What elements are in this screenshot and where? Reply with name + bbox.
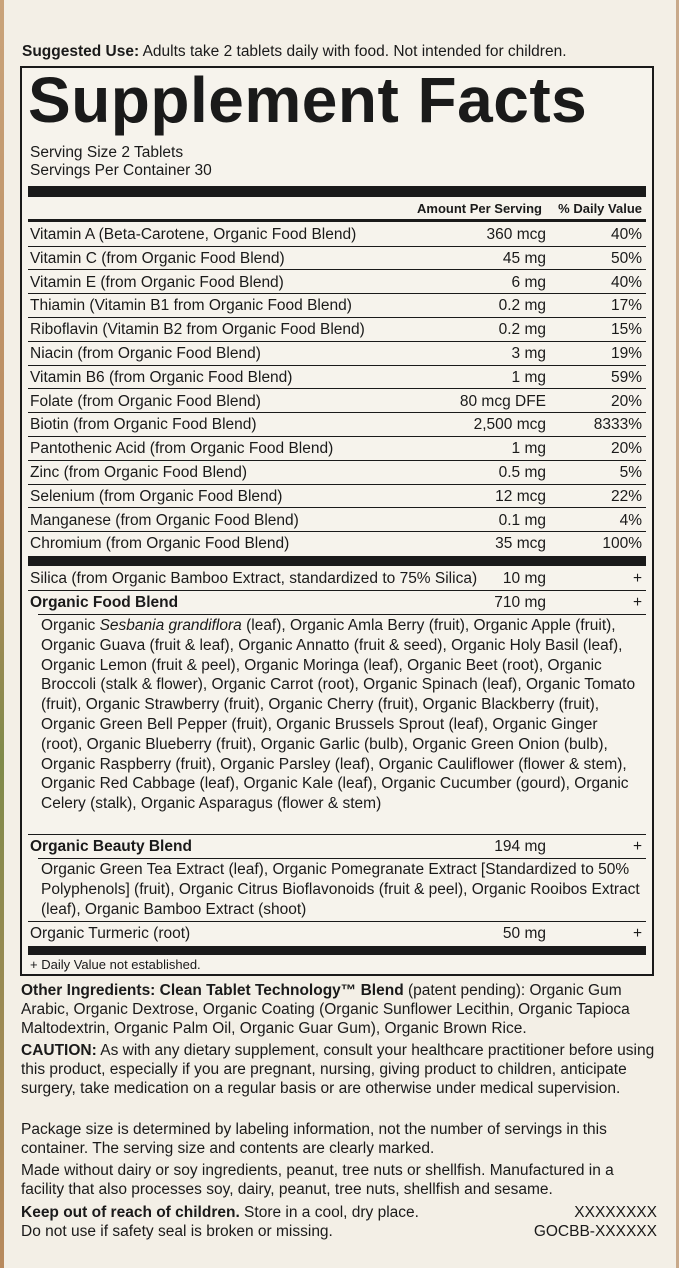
nutrient-amount: 0.2 mg	[498, 321, 546, 339]
nutrient-dv: 5%	[619, 464, 642, 481]
food-blend-italic: Sesbania grandiflora	[99, 617, 242, 634]
thick-rule-bottom	[28, 946, 646, 955]
nutrient-row	[28, 390, 646, 414]
label-left-edge	[0, 0, 4, 1268]
serving-size: Serving Size 2 Tablets	[30, 144, 184, 161]
nutrient-name: Biotin (from Organic Food Blend)	[30, 416, 257, 434]
food-blend-ingredients	[41, 616, 642, 814]
nutrient-name: Niacin (from Organic Food Blend)	[30, 345, 261, 362]
nutrient-name: Selenium (from Organic Food Blend)	[30, 487, 283, 505]
nutrient-dv: 20%	[610, 392, 642, 410]
blend-dv: +	[632, 594, 642, 611]
nutrient-dv: 4%	[619, 511, 642, 529]
storage-line2: Do not use if safety seal is broken or missing.	[21, 1223, 333, 1240]
nutrient-name: Vitamin B6 (from Organic Food Blend)	[30, 368, 293, 386]
nutrient-row	[28, 342, 646, 366]
nutrient-amount: 0.2 mg	[498, 297, 546, 315]
blend-amount: 194 mg	[494, 838, 546, 855]
nutrient-amount: 35 mcg	[495, 535, 546, 553]
nutrient-row	[28, 532, 646, 556]
silica-row	[28, 567, 646, 591]
nutrient-name: Thiamin (Vitamin B1 from Organic Food Blend)	[30, 297, 352, 315]
other-ingredients-label: Other Ingredients: Clean Tablet Technology™ Blend	[21, 982, 404, 999]
nutrient-name: Riboflavin (Vitamin B2 from Organic Food Blend)	[30, 321, 365, 339]
nutrient-dv: 100%	[602, 535, 642, 553]
storage-label: Keep out of reach of children.	[21, 1204, 240, 1221]
nutrient-name: Vitamin E (from Organic Food Blend)	[30, 273, 284, 291]
nutrient-amount: 360 mcg	[486, 226, 546, 243]
lot-codes	[534, 1203, 657, 1241]
nutrient-amount: 1 mg	[511, 440, 546, 458]
servings-per-container: Servings Per Container 30	[30, 162, 212, 179]
nutrient-dv: 50%	[610, 249, 642, 267]
nutrient-amount: 12 mcg	[495, 487, 546, 505]
nutrient-row	[28, 294, 646, 318]
header-daily-value: % Daily Value	[558, 201, 642, 216]
nutrient-name: Vitamin A (Beta-Carotene, Organic Food Blend)	[30, 226, 357, 243]
nutrient-dv: 15%	[610, 321, 642, 339]
nutrient-dv: +	[632, 570, 642, 587]
nutrient-amount: 6 mg	[511, 273, 546, 291]
package-note: Package size is determined by labeling information, not the number of servings in this container. The serving size and contents are clearly marked.	[21, 1121, 607, 1157]
nutrient-row	[28, 271, 646, 295]
nutrient-name: Zinc (from Organic Food Blend)	[30, 464, 248, 481]
nutrient-name: Manganese (from Organic Food Blend)	[30, 511, 299, 529]
nutrient-name: Folate (from Organic Food Blend)	[30, 392, 261, 410]
nutrient-dv: 20%	[610, 440, 642, 458]
nutrient-row	[28, 247, 646, 271]
beauty-blend-rule	[38, 858, 646, 859]
nutrient-dv: 40%	[610, 226, 642, 243]
nutrient-dv: 17%	[610, 297, 642, 315]
nutrient-amount: 1 mg	[511, 368, 546, 386]
nutrient-amount: 0.5 mg	[498, 464, 546, 481]
nutrient-row	[28, 413, 646, 437]
daily-value-footnote: + Daily Value not established.	[30, 957, 201, 972]
nutrient-amount: 50 mg	[502, 925, 546, 942]
nutrient-row	[28, 461, 646, 485]
nutrient-row	[28, 366, 646, 390]
blend-name: Organic Food Blend	[30, 594, 179, 611]
nutrient-dv: +	[632, 925, 642, 942]
nutrient-row	[28, 437, 646, 461]
other-ingredients-text: (patent pending): Organic Gum Arabic, Organic Dextrose, Organic Coating (Organic Sunflower Lecithin, Organic Tapioca Maltodextrin, Organic Palm Oil, Organic Guar Gum), Organic Brown Rice.	[21, 982, 630, 1037]
storage-warning	[21, 1203, 529, 1241]
nutrient-amount: 10 mg	[502, 570, 546, 587]
storage-line1: Store in a cool, dry place.	[239, 1204, 419, 1221]
nutrient-amount: 2,500 mcg	[473, 416, 546, 434]
nutrient-name: Chromium (from Organic Food Blend)	[30, 535, 290, 553]
thick-rule-top	[28, 186, 646, 197]
nutrient-amount: 3 mg	[511, 345, 546, 362]
blend-dv: +	[632, 838, 642, 855]
caution-label: CAUTION:	[21, 1042, 97, 1059]
lot-code: XXXXXXXX	[574, 1204, 657, 1221]
nutrient-row	[28, 318, 646, 342]
blend-name: Organic Beauty Blend	[30, 838, 192, 855]
beauty-blend-row	[28, 835, 646, 859]
suggested-use	[22, 43, 567, 61]
nutrient-amount: 0.1 mg	[498, 511, 546, 529]
caution	[21, 1041, 657, 1098]
nutrient-name: Silica (from Organic Bamboo Extract, standardized to 75% Silica)	[30, 570, 478, 587]
nutrient-dv: 40%	[610, 273, 642, 291]
facts-title: Supplement Facts	[28, 64, 588, 136]
nutrient-row	[28, 485, 646, 509]
thick-rule-middle	[28, 556, 646, 566]
supplement-facts-panel	[20, 66, 654, 976]
suggested-use-text: Adults take 2 tablets daily with food. Not intended for children.	[139, 43, 567, 60]
nutrient-row	[28, 509, 646, 533]
food-blend-rule	[38, 614, 646, 615]
nutrient-dv: 19%	[610, 345, 642, 362]
beauty-blend-ingredients: Organic Green Tea Extract (leaf), Organic Pomegranate Extract [Standardized to 50% Polyphenols] (fruit), Organic Citrus Bioflavonoids (fruit & peel), Organic Rooibos Extract (leaf), Organic Bamboo Extract (shoot)	[41, 861, 640, 918]
nutrient-row	[28, 223, 646, 247]
other-ingredients	[21, 981, 657, 1038]
nutrient-dv: 22%	[610, 487, 642, 505]
nutrient-dv: 59%	[610, 368, 642, 386]
nutrient-name: Pantothenic Acid (from Organic Food Blend)	[30, 440, 334, 458]
nutrient-amount: 80 mcg DFE	[459, 392, 546, 410]
header-amount: Amount Per Serving	[417, 201, 542, 216]
food-blend-row	[28, 591, 646, 615]
caution-text: As with any dietary supplement, consult your healthcare practitioner before using this product, especially if you are pregnant, nursing, giving product to children, anticipate surgery, take medication on a regular basis or are otherwise under medical supervision.	[21, 1042, 655, 1097]
serving-info	[30, 144, 212, 180]
nutrient-name: Organic Turmeric (root)	[30, 925, 191, 942]
header-rule	[28, 219, 646, 222]
food-blend-prefix: Organic	[41, 617, 100, 634]
batch-code: GOCBB-XXXXXX	[533, 1223, 657, 1240]
nutrient-amount: 45 mg	[502, 249, 546, 267]
food-blend-rest: (leaf), Organic Amla Berry (fruit), Organic Apple (fruit), Organic Guava (fruit & leaf), Organic Annatto (fruit & seed), Organic Holy Basil (leaf), Organic Lemon (fruit & peel), Organic Moringa (leaf), Organic Beet (root), Organic Broccoli (stalk & flower), Organic Carrot (root), Organic Spinach (leaf), Organic Tomato (fruit), Organic Strawberry (fruit), Organic Cherry (fruit), Organic Blackberry (fruit), Organic Green Bell Pepper (fruit), Organic Brussels Sprout (leaf), Organic Ginger (root), Organic Blueberry (fruit), Organic Garlic (bulb), Organic Green Onion (bulb), Organic Raspberry (fruit), Organic Parsley (leaf), Organic Cauliflower (flower & stem), Organic Red Cabbage (leaf), Organic Kale (leaf), Organic Cucumber (gourd), Organic Celery (stalk), Organic Asparagus (flower & stem)	[41, 617, 636, 813]
nutrient-name: Vitamin C (from Organic Food Blend)	[30, 249, 285, 267]
turmeric-row	[28, 922, 646, 946]
nutrient-dv: 8333%	[593, 416, 642, 434]
blend-amount: 710 mg	[494, 594, 546, 611]
suggested-use-label: Suggested Use:	[22, 43, 140, 60]
allergen-note: Made without dairy or soy ingredients, peanut, tree nuts or shellfish. Manufactured in a facility that also processes soy, dairy, peanut, tree nuts, shellfish and sesame.	[21, 1162, 614, 1198]
